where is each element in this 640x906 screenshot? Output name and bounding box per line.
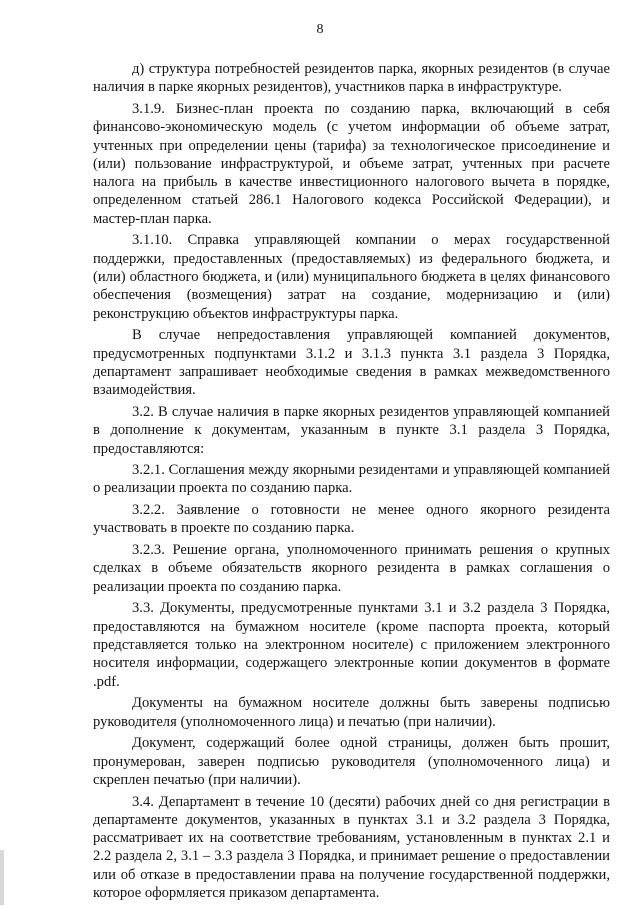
paragraph-3-2-1: 3.2.1. Соглашения между якорными резидентами и управляющей компанией о реализации проекта по созданию парка. [93,462,610,497]
paragraph-3-2-2: 3.2.2. Заявление о готовности не менее одного якорного резидента участвовать в проекте по созданию парка. [93,502,610,537]
paragraph-3-2: 3.2. В случае наличия в парке якорных резидентов управляющей компанией в дополнение к документам, указанным в пункте 3.1 раздела 3 Порядка, предоставляются: [93,403,610,457]
page-number: 8 [316,22,324,37]
scan-edge-shadow [0,850,4,905]
paragraph-multipage-binding: Документ, содержащий более одной страницы, должен быть прошит, пронумерован, заверен подписью руководителя (уполномоченного лица) и скреплен печатью (при наличии). [93,735,610,788]
paragraph-interagency-request: В случае непредоставления управляющей компанией документов, предусмотренных подпунктами 3.1.2 и 3.1.3 пункта 3.1 раздела 3 Порядка, департамент запрашивает необходимые сведения в рамках межведомственного взаимодействия. [93,327,610,399]
paragraph-3-1-9: 3.1.9. Бизнес-план проекта по созданию парка, включающий в себя финансово-экономическую модель (с учетом информации об объеме затрат, учтенных при определении цены (тарифа) за технологическое присоединение и (или) пользование инфраструктурой, и объеме затрат, учтенных при расчете налога на прибыль в качестве инвестиционного налогового вычета в порядке, определенном статьей 286.1 Налогового кодекса Российской Федерации), и мастер-план парка. [93,100,610,227]
paragraph-3-1-10: 3.1.10. Справка управляющей компании о мерах государственной поддержки, предоставленных (предоставляемых) из федерального бюджета, и (или) областного бюджета, и (или) муниципального бюджета в целях финансового обеспечения (возмещения) затрат на создание, модернизацию и (или) реконструкцию объектов инфраструктуры парка. [93,232,610,322]
paragraph-paper-certification: Документы на бумажном носителе должны быть заверены подписью руководителя (уполномоченного лица) и печатью (при наличии). [93,695,610,730]
paragraph-3-4: 3.4. Департамент в течение 10 (десяти) рабочих дней со дня регистрации в департаменте документов, указанных в пунктах 3.1 и 3.2 раздела 3 Порядка, рассматривает их на соответствие требованиям, установленным в пунктах 2.1 и 2.2 раздела 2, 3.1 – 3.3 раздела 3 Порядка, и принимает решение о предоставлении или об отказе в предоставлении права на получение государственной поддержки, которое оформляется приказом департамента. [93,793,610,902]
paragraph-infrastructure-needs: д) структура потребностей резидентов парка, якорных резидентов (в случае наличия в парке якорных резидентов), участников парка в инфраструктуре. [93,61,610,96]
document-body [93,60,610,906]
paragraph-3-3: 3.3. Документы, предусмотренные пунктами 3.1 и 3.2 раздела 3 Порядка, предоставляются на бумажном носителе (кроме паспорта проекта, который представляется только на электронном носителе) с приложением электронного носителя информации, содержащего электронные копии документов в формате .pdf. [93,600,610,690]
paragraph-3-2-3: 3.2.3. Решение органа, уполномоченного принимать решения о крупных сделках в объеме обязательств якорного резидента в рамках соглашения о реализации проекта по созданию парка. [93,542,610,595]
